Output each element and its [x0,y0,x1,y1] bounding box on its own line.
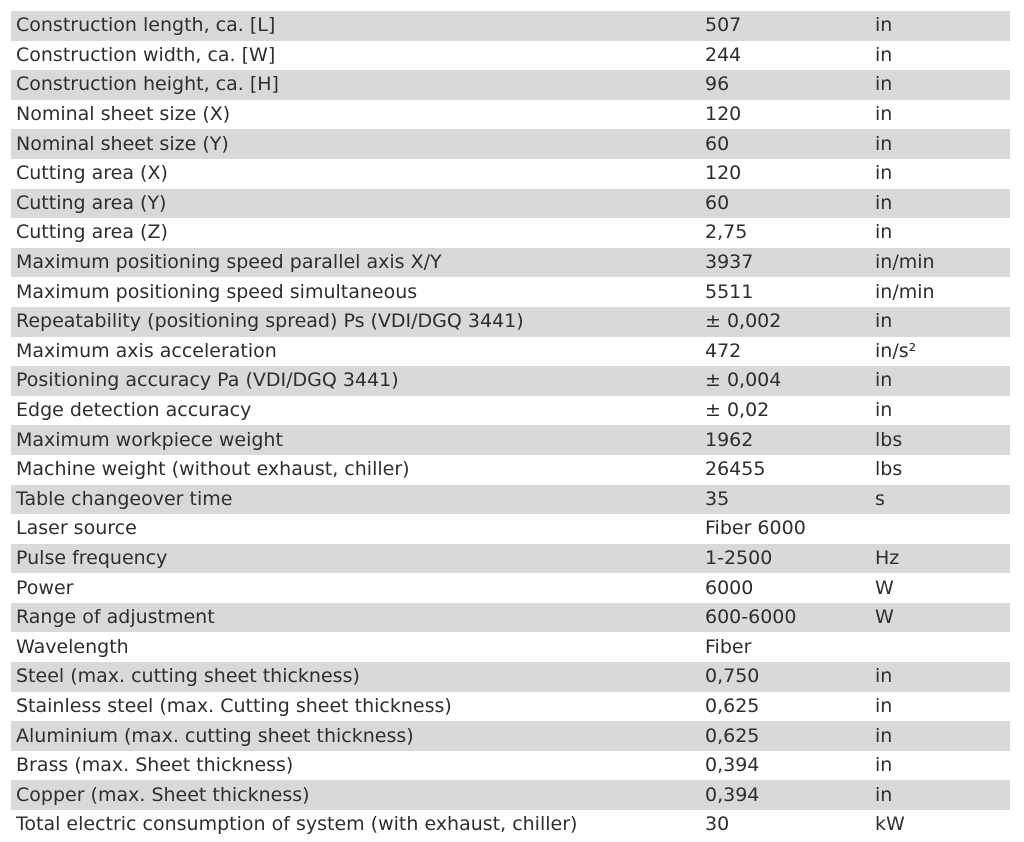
spec-unit: kW [875,813,905,836]
spec-unit [870,632,1010,662]
spec-label: Edge detection accuracy [16,399,252,422]
table-row [11,751,1010,781]
spec-value: ± 0,002 [705,310,782,333]
spec-value: ± 0,02 [705,399,770,422]
spec-label: Nominal sheet size (X) [16,103,231,126]
spec-unit: in [875,132,893,155]
spec-unit: in [875,665,893,688]
spec-label: Maximum positioning speed parallel axis X/Y [16,251,442,274]
table-row [11,337,1010,367]
spec-label: Range of adjustment [16,606,215,629]
spec-unit: lbs [875,428,903,451]
spec-unit: in [875,369,893,392]
spec-value: 2,75 [705,221,748,244]
table-row [11,11,1010,41]
spec-value: 1-2500 [705,546,773,569]
spec-unit: in [875,783,893,806]
spec-label: Laser source [16,517,137,540]
spec-table-body [11,11,1010,840]
spec-value: 35 [705,487,730,510]
spec-label: Wavelength [16,635,129,658]
spec-label: Positioning accuracy Pa (VDI/DGQ 3441) [16,369,399,392]
table-row [11,632,1010,662]
spec-label: Cutting area (Y) [16,191,167,214]
spec-value: 26455 [705,458,766,481]
spec-unit: W [875,576,894,599]
table-row [11,366,1010,396]
spec-value: 60 [705,132,730,155]
table-row [11,277,1010,307]
table-row [11,485,1010,515]
spec-label: Pulse frequency [16,546,168,569]
table-row [11,603,1010,633]
spec-value: 3937 [705,251,754,274]
spec-label: Nominal sheet size (Y) [16,132,229,155]
spec-unit: in [875,694,893,717]
spec-value: 0,394 [705,783,760,806]
spec-unit: W [875,606,894,629]
spec-label: Table changeover time [16,487,233,510]
spec-value: 1962 [705,428,754,451]
spec-unit: in [875,221,893,244]
table-row [11,159,1010,189]
spec-label: Stainless steel (max. Cutting sheet thickness) [16,694,452,717]
spec-unit: lbs [875,458,903,481]
spec-value: 507 [705,14,742,37]
spec-label: Cutting area (Z) [16,221,168,244]
table-row [11,70,1010,100]
spec-value: 96 [705,73,730,96]
spec-unit [870,514,1010,544]
spec-label: Repeatability (positioning spread) Ps (VDI/DGQ 3441) [16,310,524,333]
spec-value: 0,394 [705,754,760,777]
spec-label: Construction height, ca. [H] [16,73,279,96]
spec-label: Total electric consumption of system (with exhaust, chiller) [16,813,578,836]
table-row [11,100,1010,130]
spec-value: Fiber 6000 [705,517,806,540]
spec-value: 472 [705,339,742,362]
spec-unit: in [875,399,893,422]
spec-value: 6000 [705,576,754,599]
spec-unit: in [875,103,893,126]
spec-value: 0,625 [705,694,760,717]
table-row [11,573,1010,603]
spec-value: 0,625 [705,724,760,747]
spec-unit: in [875,43,893,66]
spec-label: Steel (max. cutting sheet thickness) [16,665,360,688]
spec-value: 5511 [705,280,754,303]
table-row [11,514,1010,544]
table-row [11,396,1010,426]
spec-unit: in/min [875,251,935,274]
spec-label: Power [16,576,74,599]
spec-value: ± 0,004 [705,369,782,392]
table-row [11,780,1010,810]
spec-unit: Hz [875,546,900,569]
table-row [11,455,1010,485]
table-row [11,425,1010,455]
table-row [11,218,1010,248]
table-row [11,544,1010,574]
spec-label: Cutting area (X) [16,162,168,185]
spec-label: Construction length, ca. [L] [16,14,276,37]
spec-label: Construction width, ca. [W] [16,43,276,66]
spec-unit: in/s² [875,339,917,362]
spec-value: 120 [705,162,742,185]
spec-unit: in [875,754,893,777]
spec-value: 600-6000 [705,606,797,629]
table-row [11,129,1010,159]
spec-value: 244 [705,43,742,66]
table-row [11,41,1010,71]
spec-value: Fiber [705,635,752,658]
table-row [11,189,1010,219]
spec-value: 30 [705,813,730,836]
spec-unit: s [875,487,885,510]
spec-label: Machine weight (without exhaust, chiller) [16,458,410,481]
spec-unit: in [875,310,893,333]
spec-label: Brass (max. Sheet thickness) [16,754,294,777]
spec-label: Maximum axis acceleration [16,339,277,362]
spec-value: 60 [705,191,730,214]
spec-unit: in [875,162,893,185]
spec-unit: in/min [875,280,935,303]
spec-table [11,11,1010,840]
spec-unit: in [875,191,893,214]
spec-value: 0,750 [705,665,760,688]
table-row [11,307,1010,337]
spec-unit: in [875,724,893,747]
table-row [11,662,1010,692]
spec-value: 120 [705,103,742,126]
spec-label: Copper (max. Sheet thickness) [16,783,310,806]
table-row [11,692,1010,722]
spec-label: Maximum positioning speed simultaneous [16,280,418,303]
table-row [11,248,1010,278]
spec-label: Aluminium (max. cutting sheet thickness) [16,724,414,747]
spec-unit: in [875,73,893,96]
spec-unit: in [875,14,893,37]
spec-label: Maximum workpiece weight [16,428,283,451]
table-row [11,721,1010,751]
table-row [11,810,1010,840]
